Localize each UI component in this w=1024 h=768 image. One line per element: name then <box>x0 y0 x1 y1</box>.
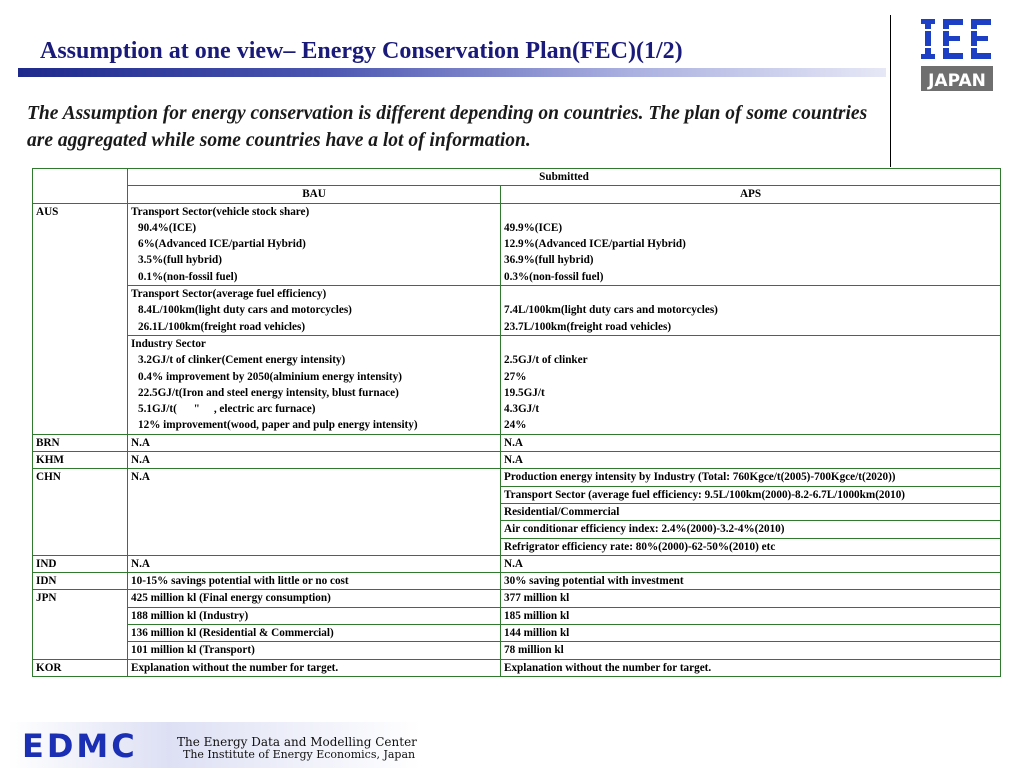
bau-cell: 10-15% savings potential with little or no cost <box>128 573 501 590</box>
bau-cell: N.A <box>128 434 501 451</box>
table-row <box>33 659 1001 676</box>
country-cell: IND <box>33 555 128 572</box>
aps-cell: 377 million kl <box>501 590 1001 607</box>
table-row <box>33 555 1001 572</box>
aps-cell: Explanation without the number for target. <box>501 659 1001 676</box>
aps-cell: 144 million kl <box>501 625 1001 642</box>
footer-org-line2: The Institute of Energy Economics, Japan <box>183 748 416 761</box>
aps-cell: Residential/Commercial <box>501 503 1001 520</box>
table-row <box>33 203 1001 285</box>
aps-cell: 7.4L/100km(light duty cars and motorcycles) 23.7L/100km(freight road vehicles) <box>501 286 1001 336</box>
aps-cell: N.A <box>501 452 1001 469</box>
table-row <box>33 590 1001 607</box>
bau-cell: N.A <box>128 452 501 469</box>
bau-cell: Transport Sector(vehicle stock share) 90.4%(ICE) 6%(Advanced ICE/partial Hybrid) 3.5%(full hybrid) 0.1%(non-fossil fuel) <box>128 203 501 285</box>
aps-cell: 30% saving potential with investment <box>501 573 1001 590</box>
header-row-scenarios <box>33 186 1001 203</box>
aps-cell: 185 million kl <box>501 607 1001 624</box>
bau-cell: N.A <box>128 469 501 555</box>
header-submitted: Submitted <box>128 169 1001 186</box>
aps-cell: 2.5GJ/t of clinker 27% 19.5GJ/t 4.3GJ/t 24% <box>501 335 1001 434</box>
aps-cell: Refrigrator efficiency rate: 80%(2000)-62-50%(2010) etc <box>501 538 1001 555</box>
bau-cell: 136 million kl (Residential & Commercial) <box>128 625 501 642</box>
bau-cell: Transport Sector(average fuel efficiency) 8.4L/100km(light duty cars and motorcycles) 26.1L/100km(freight road vehicles) <box>128 286 501 336</box>
table-row <box>33 573 1001 590</box>
aps-cell: 78 million kl <box>501 642 1001 659</box>
aps-cell: 49.9%(ICE) 12.9%(Advanced ICE/partial Hybrid) 36.9%(full hybrid) 0.3%(non-fossil fuel) <box>501 203 1001 285</box>
header-row-submitted <box>33 169 1001 186</box>
table-row <box>33 469 1001 486</box>
intro-text: The Assumption for energy conservation is different depending on countries. The plan of some countries are aggregated while some countries have a lot of information. <box>27 103 868 151</box>
vertical-divider <box>890 15 891 167</box>
table-row <box>33 642 1001 659</box>
table-row <box>33 286 1001 336</box>
title-underline-bar <box>18 68 886 77</box>
corner-cell <box>33 169 128 204</box>
table-row <box>33 625 1001 642</box>
aps-cell: Production energy intensity by Industry (Total: 760Kgce/t(2005)-700Kgce/t(2020)) <box>501 469 1001 486</box>
bau-cell: Explanation without the number for target. <box>128 659 501 676</box>
country-cell: IDN <box>33 573 128 590</box>
bau-cell: 188 million kl (Industry) <box>128 607 501 624</box>
country-cell: KHM <box>33 452 128 469</box>
page-title: Assumption at one view– Energy Conservation Plan(FEC)(1/2) <box>40 38 683 64</box>
country-cell: JPN <box>33 590 128 659</box>
bau-cell: 101 million kl (Transport) <box>128 642 501 659</box>
table-row <box>33 607 1001 624</box>
aps-cell: Transport Sector (average fuel efficiency: 9.5L/100km(2000)-8.2-6.7L/1000km(2010) <box>501 486 1001 503</box>
footer-org-line1: The Energy Data and Modelling Center <box>177 735 417 749</box>
country-cell: KOR <box>33 659 128 676</box>
svg-text:JAPAN: JAPAN <box>928 71 986 91</box>
header-bau: BAU <box>128 186 501 203</box>
table-row <box>33 452 1001 469</box>
country-cell: BRN <box>33 434 128 451</box>
aps-cell: N.A <box>501 434 1001 451</box>
iee-japan-logo <box>919 17 995 93</box>
country-cell: AUS <box>33 203 128 434</box>
assumption-table <box>32 168 1001 677</box>
bau-cell: N.A <box>128 555 501 572</box>
header-aps: APS <box>501 186 1001 203</box>
table-row <box>33 434 1001 451</box>
bau-cell: Industry Sector 3.2GJ/t of clinker(Cement energy intensity) 0.4% improvement by 2050(alminium energy intensity) 22.5GJ/t(Iron and steel energy intensity, blust furnace) 5.1GJ/t( " , electric arc furnace) 12% improvement(wood, paper and pulp energy intensity) <box>128 335 501 434</box>
aps-cell: Air conditionar efficiency index: 2.4%(2000)-3.2-4%(2010) <box>501 521 1001 538</box>
country-cell: CHN <box>33 469 128 555</box>
aps-cell: N.A <box>501 555 1001 572</box>
bau-cell: 425 million kl (Final energy consumption) <box>128 590 501 607</box>
edmc-logo: EDMC <box>22 727 138 765</box>
table-row <box>33 335 1001 434</box>
